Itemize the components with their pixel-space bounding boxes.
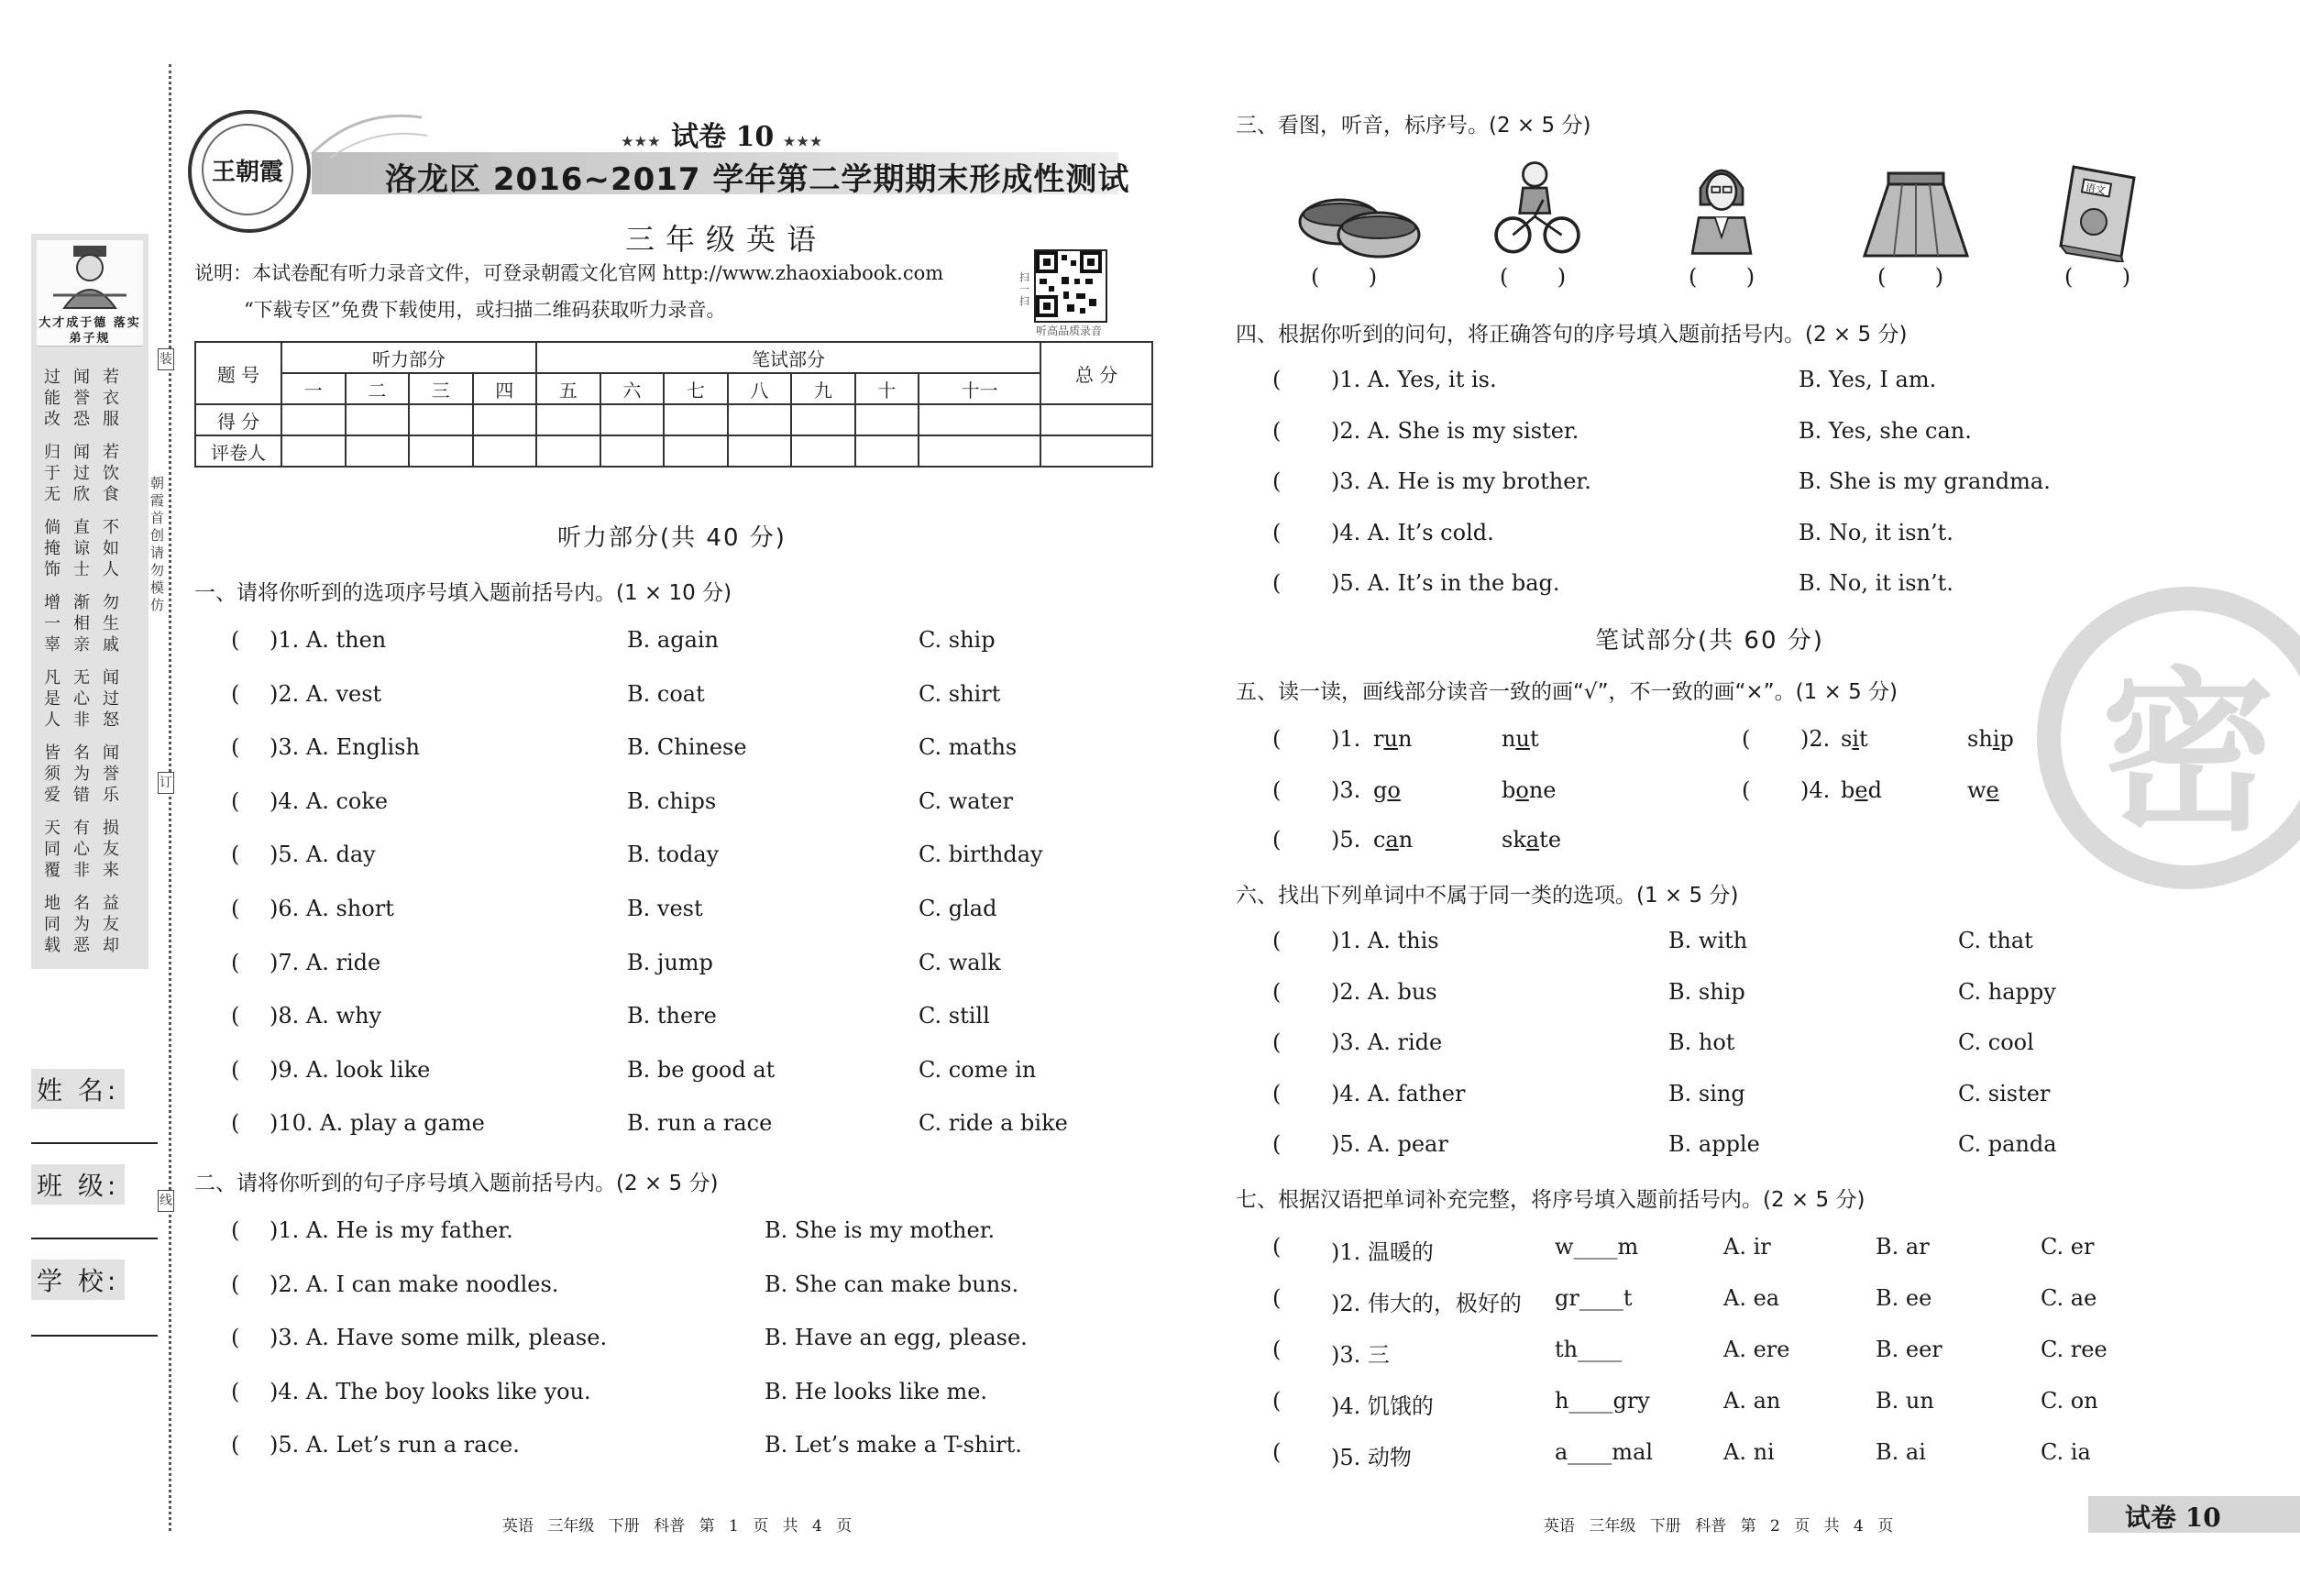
- motto-column: 归于无: [44, 443, 61, 504]
- phonics-word: bone: [1502, 777, 1557, 803]
- class-label: 班 级:: [31, 1164, 125, 1205]
- motto-caption: 大才成于德 落实弟子规: [39, 316, 141, 346]
- option-a: )5. A. pear: [1331, 1131, 1448, 1157]
- answer-bracket[interactable]: (: [231, 949, 240, 975]
- answer-bracket[interactable]: (: [1272, 570, 1282, 596]
- score-cell[interactable]: [919, 404, 1040, 435]
- option-c: C. ree: [2041, 1337, 2107, 1362]
- score-cell[interactable]: [728, 404, 792, 435]
- option-b: B. She is my grandma.: [1799, 468, 2051, 494]
- word-blank: w____m: [1555, 1234, 1639, 1260]
- phonics-word: we: [1967, 777, 1999, 803]
- section-1-heading: 一、请将你听到的选项序号填入题前括号内。(1 × 10 分): [194, 581, 732, 605]
- answer-bracket[interactable]: (: [1272, 468, 1282, 494]
- phonics-word: ship: [1967, 726, 2014, 752]
- boy-riding-bike-icon: [1487, 158, 1588, 259]
- option-a: A. ni: [1723, 1439, 1775, 1465]
- chinese-meaning: )3. 三: [1331, 1342, 1390, 1368]
- option-b: B. coat: [627, 680, 705, 707]
- binding-mark-1: 装: [158, 348, 174, 370]
- score-table-header: 题 号: [195, 342, 281, 404]
- answer-bracket[interactable]: (: [231, 896, 240, 921]
- question-number-row: [195, 373, 1152, 404]
- grader-cell[interactable]: [919, 435, 1040, 467]
- picture-answer-4[interactable]: ( ): [1877, 264, 1944, 290]
- option-b: B. vest: [627, 896, 703, 921]
- instruction-line-2: “下载专区”免费下载使用，或扫描二维码获取听力录音。: [244, 299, 726, 321]
- chinese-meaning: )1. 温暖的: [1331, 1239, 1434, 1265]
- option-a: )3. A. He is my brother.: [1331, 468, 1591, 494]
- option-c: C. ride a bike: [919, 1110, 1068, 1137]
- instruction-line-1: 说明：本试卷配有听力录音文件，可登录朝霞文化官网 http://www.zhaoxiabook.com: [194, 262, 944, 284]
- option-a: )4. A. It’s cold.: [1331, 519, 1494, 545]
- option-b: B. ship: [1668, 978, 1745, 1005]
- score-cell[interactable]: [281, 404, 346, 435]
- exam-title: 洛龙区 2016~2017 学年第二学期期末形成性测试: [385, 161, 1130, 198]
- question-number-cell: 三: [409, 373, 473, 404]
- page-2-footer: 英语 三年级 下册 科普 第 2 页 共 4 页: [1544, 1517, 1894, 1535]
- answer-bracket[interactable]: (: [231, 1271, 240, 1297]
- underlined-letter: u: [1515, 726, 1530, 752]
- option-b: B. Chinese: [627, 734, 747, 761]
- option-b: B. Yes, I am.: [1799, 367, 1937, 392]
- item-number: )1.: [1331, 726, 1361, 752]
- option-b: B. eer: [1876, 1337, 1942, 1362]
- picture-answer-1[interactable]: ( ): [1311, 264, 1378, 290]
- option-b: B. No, it isn’t.: [1799, 570, 1953, 596]
- phonics-word: run: [1373, 726, 1413, 752]
- option-c: C. birthday: [919, 842, 1043, 868]
- paper-number: [622, 114, 823, 154]
- binding-mark-2: 订: [158, 772, 174, 794]
- picture-answer-5[interactable]: ( ): [2064, 264, 2131, 290]
- option-b: B. Have an egg, please.: [765, 1325, 1028, 1350]
- answer-bracket[interactable]: (: [231, 1110, 240, 1137]
- question-number-cell: 八: [728, 373, 792, 404]
- answer-bracket[interactable]: (: [231, 1217, 240, 1243]
- answer-bracket[interactable]: (: [1272, 1080, 1282, 1106]
- answer-bracket[interactable]: (: [1272, 1285, 1282, 1311]
- listening-header: 听力部分: [281, 342, 536, 373]
- option-b: B. run a race: [627, 1110, 773, 1137]
- option-b: B. again: [627, 627, 720, 653]
- phonics-word: skate: [1502, 827, 1562, 853]
- option-c: C. still: [919, 1003, 990, 1029]
- total-score-cell[interactable]: [1040, 404, 1152, 435]
- section-7-heading: 七、根据汉语把单词补充完整，将序号填入题前括号内。(2 × 5 分): [1236, 1188, 1865, 1212]
- qr-code-icon[interactable]: [1034, 249, 1107, 323]
- score-table: [194, 341, 1153, 468]
- motto-column: 地同载: [44, 894, 61, 955]
- underlined-letter: i: [1852, 726, 1860, 752]
- scholar-icon: [37, 240, 143, 312]
- option-b: B. apple: [1668, 1131, 1760, 1157]
- option-b: B. ee: [1876, 1285, 1932, 1311]
- question-number-cell: 四: [473, 373, 537, 404]
- option-c: C. ship: [919, 627, 996, 653]
- grader-row: [195, 435, 1152, 467]
- option-c: C. ae: [2041, 1285, 2097, 1311]
- score-cell[interactable]: [600, 404, 665, 435]
- score-cell[interactable]: [536, 404, 600, 435]
- option-b: B. Let’s make a T-shirt.: [765, 1432, 1022, 1458]
- section-4-heading: 四、根据你听到的问句，将正确答句的序号填入题前括号内。(2 × 5 分): [1236, 323, 1908, 347]
- option-a: )1. A. then: [270, 627, 387, 653]
- school-line[interactable]: [31, 1335, 158, 1337]
- motto-column: 不如人: [103, 518, 119, 579]
- option-b: B. be good at: [627, 1056, 776, 1083]
- grader-cell[interactable]: [855, 435, 919, 467]
- name-label: 姓 名:: [31, 1069, 125, 1109]
- grader-cell[interactable]: [409, 435, 473, 467]
- section-3-heading: 三、看图，听音，标序号。(2 × 5 分): [1236, 114, 1591, 138]
- option-b: B. there: [627, 1003, 717, 1029]
- score-cell[interactable]: [473, 404, 537, 435]
- motto-column: 有心非: [73, 819, 90, 880]
- answer-bracket[interactable]: (: [231, 1056, 240, 1083]
- option-a: )3. A. ride: [1331, 1029, 1443, 1055]
- answer-bracket[interactable]: (: [1272, 1131, 1282, 1157]
- option-a: )1. A. Yes, it is.: [1331, 367, 1497, 392]
- answer-bracket[interactable]: (: [1272, 1388, 1282, 1414]
- phonics-word: go: [1373, 777, 1401, 803]
- option-a: )10. A. play a game: [270, 1110, 485, 1137]
- option-b: B. hot: [1668, 1029, 1735, 1055]
- motto-column: 直谅士: [73, 518, 90, 579]
- word-blank: a____mal: [1555, 1439, 1654, 1465]
- option-a: )5. A. day: [270, 842, 376, 868]
- qr-caption: 听高品质录音: [1036, 325, 1103, 337]
- option-b: B. today: [627, 842, 720, 868]
- motto-column: 渐相亲: [73, 593, 90, 655]
- motto-column: 若饮食: [103, 443, 119, 504]
- answer-bracket[interactable]: (: [1272, 519, 1282, 545]
- question-number-cell: 六: [600, 373, 665, 404]
- answer-bracket[interactable]: (: [1272, 726, 1282, 752]
- option-b: B. ar: [1876, 1234, 1930, 1260]
- motto-column: 倘掩饰: [44, 518, 61, 579]
- confidential-seal-icon: 密: [2037, 587, 2300, 889]
- corner-tag: 试卷 10: [2125, 1502, 2221, 1533]
- fold-line: [169, 64, 171, 1531]
- answer-bracket[interactable]: (: [231, 787, 240, 814]
- underlined-letter: u: [1383, 726, 1398, 752]
- option-c: C. ia: [2041, 1439, 2091, 1465]
- chinese-meaning: )4. 饥饿的: [1331, 1393, 1434, 1419]
- binding-mark-3: 线: [158, 1190, 174, 1212]
- option-c: C. on: [2041, 1388, 2098, 1414]
- option-b: B. sing: [1668, 1080, 1745, 1106]
- motto-column: 闻誉恐: [73, 368, 90, 429]
- item-number: )2.: [1800, 726, 1831, 752]
- option-a: A. ir: [1723, 1234, 1771, 1260]
- grader-cell[interactable]: [791, 435, 855, 467]
- motto-column: 勿生戚: [103, 593, 119, 655]
- option-a: )6. A. short: [270, 896, 394, 921]
- option-c: C. that: [1958, 928, 2033, 953]
- option-b: B. un: [1876, 1388, 1934, 1414]
- option-a: A. an: [1723, 1388, 1781, 1414]
- answer-bracket[interactable]: (: [1272, 978, 1282, 1005]
- item-number: )5.: [1331, 827, 1361, 853]
- option-c: C. maths: [919, 734, 1018, 761]
- grader-cell[interactable]: [728, 435, 792, 467]
- score-row: [195, 404, 1152, 435]
- question-number-cell: 十: [855, 373, 919, 404]
- answer-bracket[interactable]: (: [1742, 777, 1751, 803]
- phonics-word: sit: [1841, 726, 1868, 752]
- hot-dog-icon: [1294, 171, 1423, 271]
- page-1-footer: 英语 三年级 下册 科普 第 1 页 共 4 页: [502, 1517, 853, 1535]
- motto-column: 损友来: [103, 819, 119, 880]
- question-number-cell: 二: [346, 373, 410, 404]
- motto-column: 名为错: [73, 743, 90, 805]
- item-number: )4.: [1800, 777, 1831, 803]
- listening-section-title: 听力部分(共 40 分): [557, 524, 787, 552]
- option-b: B. jump: [627, 949, 713, 975]
- underlined-letter: o: [1387, 777, 1401, 803]
- writing-header: 笔试部分: [536, 342, 1040, 373]
- option-b: B. chips: [627, 787, 717, 814]
- chinese-book-icon: [2057, 161, 2140, 262]
- item-number: )3.: [1331, 777, 1361, 803]
- star-icons: ★★★: [622, 135, 662, 149]
- section-2-heading: 二、请将你听到的句子序号填入题前括号内。(2 × 5 分): [194, 1172, 719, 1195]
- chinese-meaning: )5. 动物: [1331, 1445, 1412, 1470]
- total-header: 总 分: [1040, 342, 1152, 404]
- motto-illustration: [37, 240, 143, 347]
- answer-bracket[interactable]: (: [1272, 367, 1282, 392]
- grader-cell[interactable]: [281, 435, 346, 467]
- phonics-word: can: [1373, 827, 1414, 853]
- score-cell[interactable]: [791, 404, 855, 435]
- answer-bracket[interactable]: (: [231, 1378, 240, 1404]
- underlined-letter: o: [1515, 777, 1529, 803]
- option-c: C. glad: [919, 896, 997, 921]
- answer-bracket[interactable]: (: [1272, 1029, 1282, 1055]
- score-row-label: 得 分: [195, 404, 281, 435]
- picture-answer-2[interactable]: ( ): [1500, 264, 1567, 290]
- option-c: C. panda: [1958, 1131, 2057, 1157]
- grader-row-label: 评卷人: [195, 435, 281, 467]
- option-a: A. ea: [1723, 1285, 1780, 1311]
- motto-column: 名为恶: [73, 894, 90, 955]
- option-c: C. er: [2041, 1234, 2095, 1260]
- motto-column: 天同覆: [44, 819, 61, 880]
- answer-bracket[interactable]: (: [1272, 417, 1282, 444]
- underlined-letter: a: [1385, 827, 1399, 853]
- answer-bracket[interactable]: (: [231, 627, 240, 653]
- score-cell[interactable]: [409, 404, 473, 435]
- qr-side-text: 扫一扫: [1019, 271, 1029, 307]
- score-cell[interactable]: [346, 404, 410, 435]
- answer-bracket[interactable]: (: [231, 1325, 240, 1350]
- answer-bracket[interactable]: (: [1272, 1337, 1282, 1362]
- word-blank: th____: [1555, 1337, 1623, 1362]
- option-a: )2. A. bus: [1331, 978, 1437, 1005]
- option-c: C. walk: [919, 949, 1001, 975]
- total-grader-cell[interactable]: [1040, 435, 1152, 467]
- class-line[interactable]: [31, 1238, 158, 1239]
- name-line[interactable]: [31, 1142, 158, 1144]
- phonics-word: bed: [1841, 777, 1882, 803]
- answer-bracket[interactable]: (: [1272, 827, 1282, 853]
- answer-bracket[interactable]: (: [1272, 1439, 1282, 1465]
- teacher-icon: [1676, 156, 1767, 257]
- option-c: C. cool: [1958, 1029, 2034, 1055]
- underlined-letter: e: [1986, 777, 1999, 803]
- score-cell[interactable]: [855, 404, 919, 435]
- question-number-cell: 五: [536, 373, 600, 404]
- option-a: )9. A. look like: [270, 1056, 431, 1083]
- motto-column: 无心非: [73, 668, 90, 730]
- option-a: )7. A. ride: [270, 949, 381, 975]
- answer-bracket[interactable]: (: [1272, 928, 1282, 953]
- option-b: B. He looks like me.: [765, 1378, 988, 1404]
- option-b: B. She can make buns.: [765, 1271, 1019, 1297]
- option-c: C. happy: [1958, 978, 2056, 1005]
- underlined-letter: i: [1992, 726, 2000, 752]
- option-a: )2. A. vest: [270, 680, 382, 707]
- option-a: )5. A. It’s in the bag.: [1331, 570, 1560, 596]
- motto-column: 皆须爱: [44, 743, 61, 805]
- answer-bracket[interactable]: (: [1272, 1234, 1282, 1260]
- answer-bracket[interactable]: (: [1272, 777, 1282, 803]
- subject-title: 三年级英语: [625, 222, 828, 257]
- option-c: C. come in: [919, 1056, 1037, 1083]
- skirt-icon: [1861, 165, 1971, 266]
- option-a: )5. A. Let’s run a race.: [270, 1432, 520, 1458]
- answer-bracket[interactable]: (: [1742, 726, 1751, 752]
- answer-bracket[interactable]: (: [231, 680, 240, 707]
- chinese-meaning: )2. 伟大的，极好的: [1331, 1291, 1522, 1316]
- question-number-cell: 十一: [919, 373, 1040, 404]
- option-a: )1. A. this: [1331, 928, 1439, 953]
- option-a: )2. A. She is my sister.: [1331, 417, 1579, 444]
- option-a: )3. A. English: [270, 734, 420, 761]
- score-cell[interactable]: [664, 404, 728, 435]
- option-c: C. sister: [1958, 1080, 2051, 1106]
- option-a: )4. A. father: [1331, 1080, 1466, 1106]
- grader-cell[interactable]: [600, 435, 665, 467]
- paper-number-text: 试卷 10: [671, 121, 775, 153]
- option-b: B. with: [1668, 928, 1748, 953]
- option-a: A. ere: [1723, 1337, 1790, 1362]
- motto-column: 闻誉乐: [103, 743, 119, 805]
- writing-section-title: 笔试部分(共 60 分): [1595, 627, 1824, 655]
- section-5-heading: 五、读一读，画线部分读音一致的画“√”，不一致的画“×”。(1 × 5 分): [1236, 680, 1898, 704]
- option-a: )4. A. coke: [270, 787, 389, 814]
- grader-cell[interactable]: [473, 435, 537, 467]
- motto-column: 增一辜: [44, 593, 61, 655]
- underlined-letter: e: [1854, 777, 1868, 803]
- option-c: C. water: [919, 787, 1013, 814]
- word-blank: gr____t: [1555, 1285, 1633, 1311]
- phonics-word: nut: [1502, 726, 1539, 752]
- option-b: B. Yes, she can.: [1799, 417, 1972, 444]
- answer-bracket[interactable]: (: [231, 1003, 240, 1029]
- word-blank: h____gry: [1555, 1388, 1650, 1414]
- motto-column: 闻过怒: [103, 668, 119, 730]
- motto-column: 若衣服: [103, 368, 119, 429]
- grader-cell[interactable]: [664, 435, 728, 467]
- question-number-cell: 九: [791, 373, 855, 404]
- brand-logo-text: 王朝霞: [202, 124, 293, 215]
- answer-bracket[interactable]: (: [231, 842, 240, 868]
- grader-cell[interactable]: [536, 435, 600, 467]
- answer-bracket[interactable]: (: [231, 1432, 240, 1458]
- question-number-cell: 七: [664, 373, 728, 404]
- book-label: 语文: [2084, 181, 2107, 197]
- option-a: )4. A. The boy looks like you.: [270, 1378, 591, 1404]
- option-b: B. ai: [1876, 1439, 1926, 1465]
- option-b: B. No, it isn’t.: [1799, 519, 1953, 545]
- underlined-letter: a: [1525, 827, 1540, 853]
- picture-answer-3[interactable]: ( ): [1689, 264, 1755, 290]
- option-a: )3. A. Have some milk, please.: [270, 1325, 608, 1350]
- section-6-heading: 六、找出下列单词中不属于同一类的选项。(1 × 5 分): [1236, 884, 1739, 908]
- motto-column: 凡是人: [44, 668, 61, 730]
- option-c: C. shirt: [919, 680, 1001, 707]
- grader-cell[interactable]: [346, 435, 410, 467]
- option-a: )2. A. I can make noodles.: [270, 1271, 559, 1297]
- question-number-cell: 一: [281, 373, 346, 404]
- option-b: B. She is my mother.: [765, 1217, 996, 1243]
- star-icons: ★★★: [783, 135, 824, 149]
- option-a: )8. A. why: [270, 1003, 382, 1029]
- option-a: )1. A. He is my father.: [270, 1217, 513, 1243]
- motto-column: 过能改: [44, 368, 61, 429]
- answer-bracket[interactable]: (: [231, 734, 240, 761]
- motto-column: 闻过欣: [73, 443, 90, 504]
- motto-column: 益友却: [103, 894, 119, 955]
- vertical-note: 朝霞首创 请勿模仿: [150, 475, 165, 613]
- school-label: 学 校:: [31, 1260, 125, 1300]
